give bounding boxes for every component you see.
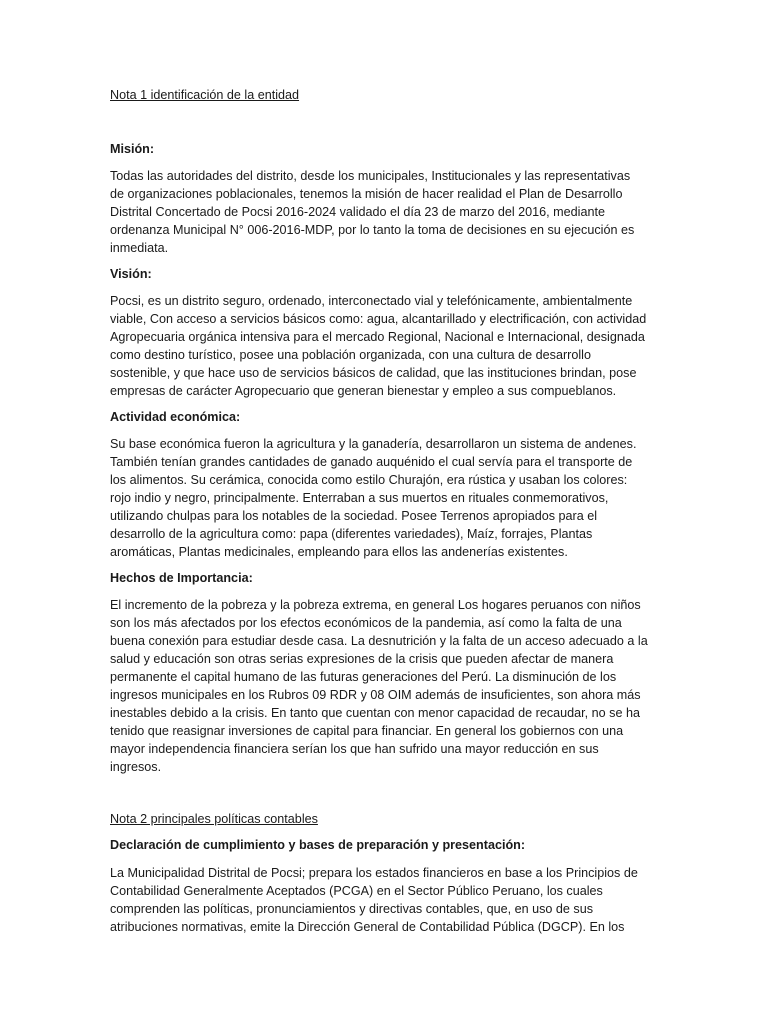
hechos-heading: Hechos de Importancia: [110, 571, 253, 585]
hechos-line: son los más afectados por los efectos económicos de la pandemia, así como la falta de una [110, 616, 622, 630]
mision-line: inmediata. [110, 241, 169, 255]
mision-heading: Misión: [110, 142, 155, 156]
actividad-line: rojo indio y negro, principalmente. Enterraban a sus muertos en rituales conmemorativos, [110, 491, 609, 505]
actividad-line: También tenían grandes cantidades de ganado auquénido el cual servía para el transporte de [110, 455, 633, 469]
hechos-paragraph [110, 596, 658, 776]
hechos-line: ingresos. [110, 760, 162, 774]
actividad-line: utilizando chulpas para los notables de la sociedad. Posee Terrenos apropiados para el [110, 509, 598, 523]
mision-line: de organizaciones poblacionales, tenemos la misión de hacer realidad el Plan de Desarrollo [110, 187, 623, 201]
nota1-title: Nota 1 identificación de la entidad [110, 88, 300, 102]
hechos-line: tenido que reasignar inversiones de capital para financiar. En general los gobiernos con una [110, 724, 624, 738]
vision-paragraph [110, 292, 658, 400]
mision-line: Distrital Concertado de Pocsi 2016-2024 validado el día 23 de marzo del 2016, mediante [110, 205, 605, 219]
hechos-line: buena conexión para estudiar desde casa. La desnutrición y la falta de un acceso adecuado a la [110, 634, 648, 648]
actividad-line: Su base económica fueron la agricultura y la ganadería, desarrollaron un sistema de andenes. [110, 437, 637, 451]
vision-line: Agropecuaria orgánica intensiva para el mercado Regional, Nacional e Internacional, designada [110, 330, 645, 344]
declaracion-line: atribuciones normativas, emite la Dirección General de Contabilidad Pública (DGCP). En los [110, 920, 625, 934]
declaracion-line: comprenden las políticas, pronunciamientos y directivas contables, que, en uso de sus [110, 902, 594, 916]
declaracion-line: La Municipalidad Distrital de Pocsi; prepara los estados financieros en base a los Principios de [110, 866, 638, 880]
hechos-line: mayor independencia financiera serían los que han sufrido una mayor reducción en sus [110, 742, 599, 756]
mision-line: Todas las autoridades del distrito, desde los municipales, Institucionales y las representativas [110, 169, 631, 183]
actividad-line: aromáticas, Plantas medicinales, empleando para ellos las andenerías existentes. [110, 545, 568, 559]
vision-line: como destino turístico, posee una población organizada, con una cultura de desarrollo [110, 348, 591, 362]
mision-paragraph [110, 167, 658, 257]
declaracion-line: Contabilidad Generalmente Aceptados (PCGA) en el Sector Público Peruano, los cuales [110, 884, 603, 898]
hechos-line: El incremento de la pobreza y la pobreza extrema, en general Los hogares peruanos con niños [110, 598, 641, 612]
mision-line: ordenanza Municipal N° 006-2016-MDP, por lo tanto la toma de decisiones en su ejecución es [110, 223, 635, 237]
actividad-paragraph [110, 435, 658, 561]
actividad-line: desarrollo de la agricultura como: papa (diferentes variedades), Maíz, forrajes, Plantas [110, 527, 593, 541]
vision-line: Pocsi, es un distrito seguro, ordenado, interconectado vial y telefónicamente, ambientalmente [110, 294, 633, 308]
hechos-line: ingresos municipales en los Rubros 09 RDR y 08 OIM además de insuficientes, son ahora más [110, 688, 641, 702]
vision-line: viable, Con acceso a servicios básicos como: agua, alcantarillado y electrificación, con actividad [110, 312, 647, 326]
hechos-line: permanente el capital humano de las futuras generaciones del Perú. La disminución de los [110, 670, 617, 684]
actividad-line: los alimentos. Su cerámica, conocida como estilo Churajón, era rústica y usaban los colores: [110, 473, 628, 487]
declaracion-paragraph [110, 864, 658, 936]
hechos-line: inestables debido a la crisis. En tanto que cuentan con menor capacidad de recaudar, no se ha [110, 706, 640, 720]
declaracion-heading: Declaración de cumplimiento y bases de preparación y presentación: [110, 838, 526, 852]
vision-heading: Visión: [110, 267, 152, 281]
hechos-line: salud y educación son otras serias expresiones de la crisis que pueden afectar de manera [110, 652, 614, 666]
vision-line: empresas de carácter Agropecuario que generan bienestar y empleo a sus compueblanos. [110, 384, 617, 398]
vision-line: sostenible, y que hace uso de servicios básicos de calidad, que las instituciones brindan, pose [110, 366, 637, 380]
nota2-title: Nota 2 principales políticas contables [110, 812, 318, 826]
actividad-heading: Actividad económica: [110, 410, 241, 424]
